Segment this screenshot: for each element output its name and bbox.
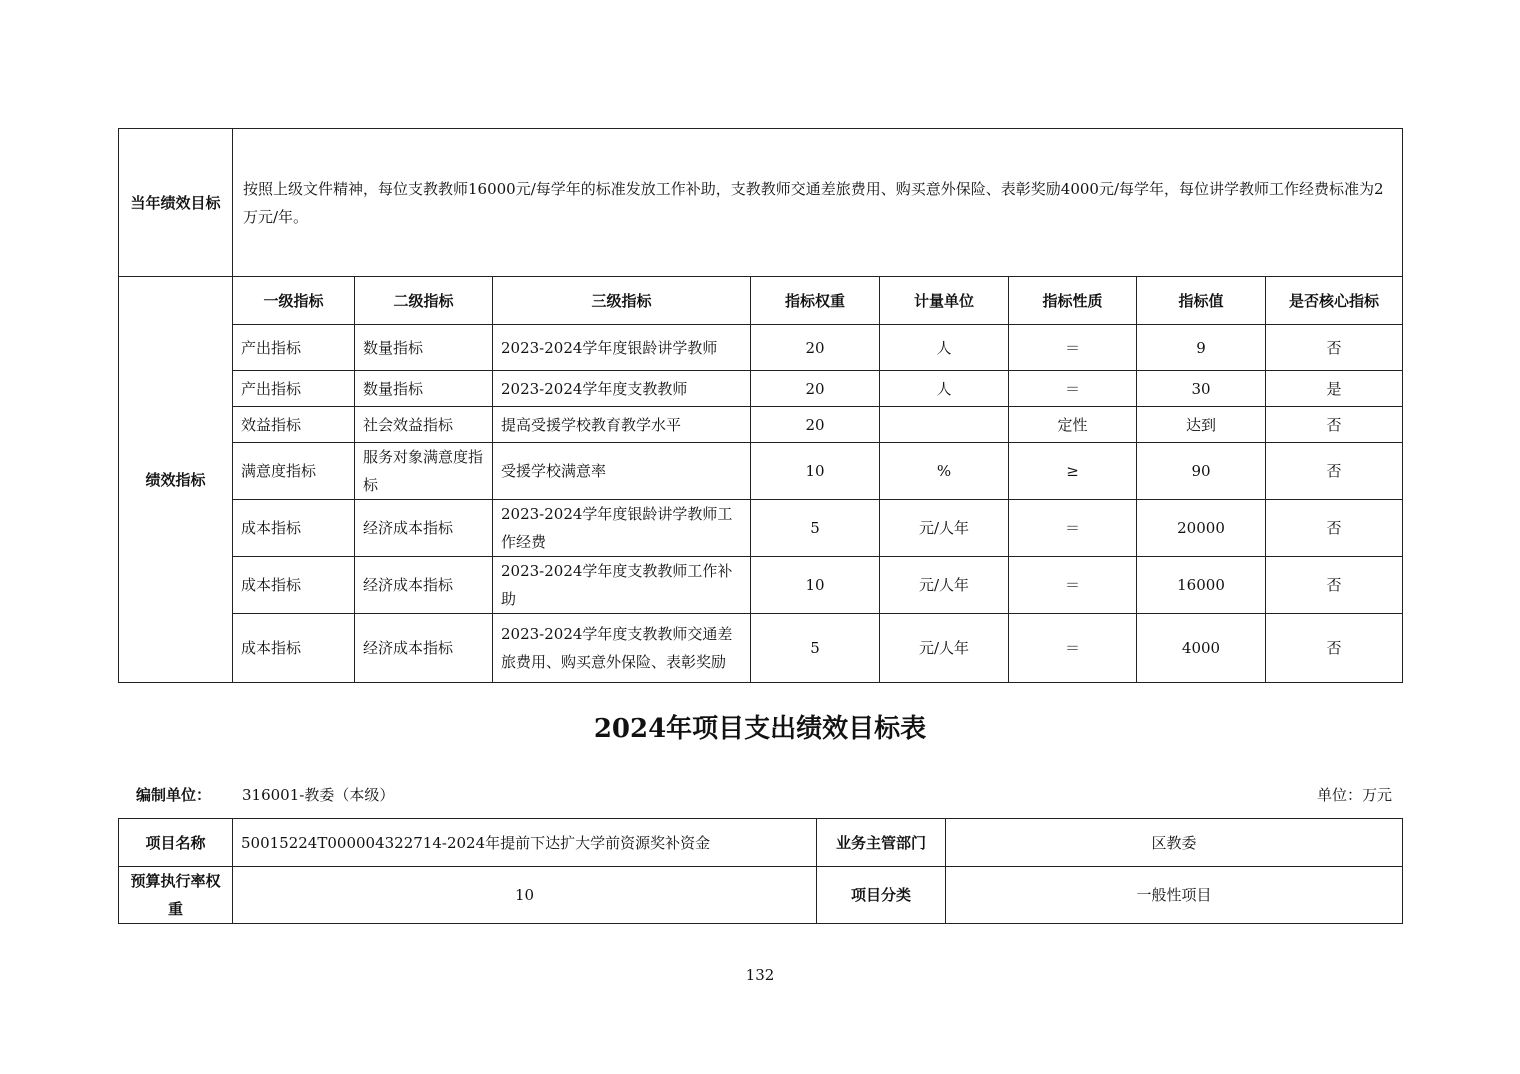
project-name-value: 50015224T000004322714-2024年提前下达扩大学前资源奖补资金 xyxy=(233,819,817,867)
cell: 20000 xyxy=(1137,500,1266,557)
cell: 2023-2024学年度银龄讲学教师工作经费 xyxy=(493,500,751,557)
cell: 满意度指标 xyxy=(233,443,355,500)
compiler-value: 316001-教委（本级） xyxy=(242,786,395,804)
cell: 元/人年 xyxy=(880,614,1009,683)
cell: ≥ xyxy=(1009,443,1137,500)
dept-value: 区教委 xyxy=(946,819,1403,867)
indicator-header-row xyxy=(119,277,1403,325)
cell: 否 xyxy=(1266,325,1403,371)
header-cell: 指标值 xyxy=(1137,277,1266,325)
cell: 2023-2024学年度银龄讲学教师 xyxy=(493,325,751,371)
cell: 产出指标 xyxy=(233,325,355,371)
cell: 成本指标 xyxy=(233,500,355,557)
cell: 经济成本指标 xyxy=(355,557,493,614)
page-title: 2024年项目支出绩效目标表 xyxy=(593,714,927,744)
cell: % xyxy=(880,443,1009,500)
cell: 元/人年 xyxy=(880,557,1009,614)
cell: 10 xyxy=(751,443,880,500)
header-cell: 二级指标 xyxy=(355,277,493,325)
cell: 效益指标 xyxy=(233,407,355,443)
cell: 20 xyxy=(751,407,880,443)
cell: 人 xyxy=(880,371,1009,407)
project-name-row xyxy=(119,819,1403,867)
cell: 5 xyxy=(751,500,880,557)
cell: 否 xyxy=(1266,614,1403,683)
table-row xyxy=(119,443,1403,500)
cell: 经济成本指标 xyxy=(355,500,493,557)
rate-value: 10 xyxy=(233,867,817,924)
cell: 否 xyxy=(1266,407,1403,443)
cell: ＝ xyxy=(1009,371,1137,407)
table-row xyxy=(119,371,1403,407)
cell: 9 xyxy=(1137,325,1266,371)
cell: 成本指标 xyxy=(233,614,355,683)
cell: 30 xyxy=(1137,371,1266,407)
cell: 2023-2024学年度支教教师 xyxy=(493,371,751,407)
cell: 提高受援学校教育教学水平 xyxy=(493,407,751,443)
cell: 人 xyxy=(880,325,1009,371)
cell: 否 xyxy=(1266,557,1403,614)
cell: 经济成本指标 xyxy=(355,614,493,683)
category-label: 项目分类 xyxy=(817,867,946,924)
cell: 定性 xyxy=(1009,407,1137,443)
cell: 2023-2024学年度支教教师交通差旅费用、购买意外保险、表彰奖励 xyxy=(493,614,751,683)
table-row xyxy=(119,557,1403,614)
header-cell: 三级指标 xyxy=(493,277,751,325)
header-cell: 计量单位 xyxy=(880,277,1009,325)
header-cell: 是否核心指标 xyxy=(1266,277,1403,325)
cell: 90 xyxy=(1137,443,1266,500)
cell: 服务对象满意度指标 xyxy=(355,443,493,500)
goal-text: 按照上级文件精神，每位支教教师16000元/每学年的标准发放工作补助，支教教师交通差旅费用、购买意外保险、表彰奖励4000元/每学年，每位讲学教师工作经费标准为2万元/年。 xyxy=(233,129,1403,277)
cell: 受援学校满意率 xyxy=(493,443,751,500)
cell: 社会效益指标 xyxy=(355,407,493,443)
cell: 数量指标 xyxy=(355,371,493,407)
cell: ＝ xyxy=(1009,557,1137,614)
cell: 20 xyxy=(751,371,880,407)
cell: 10 xyxy=(751,557,880,614)
cell: 否 xyxy=(1266,443,1403,500)
performance-table xyxy=(118,128,1403,683)
table-row xyxy=(119,500,1403,557)
cell: 数量指标 xyxy=(355,325,493,371)
cell: 5 xyxy=(751,614,880,683)
project-rate-row xyxy=(119,867,1403,924)
cell: ＝ xyxy=(1009,500,1137,557)
cell: 是 xyxy=(1266,371,1403,407)
header-cell: 指标权重 xyxy=(751,277,880,325)
project-name-label: 项目名称 xyxy=(119,819,233,867)
dept-label: 业务主管部门 xyxy=(817,819,946,867)
goal-row xyxy=(119,129,1403,277)
project-info-table xyxy=(118,818,1403,924)
page-number: 132 xyxy=(745,966,775,984)
category-value: 一般性项目 xyxy=(946,867,1403,924)
indicators-label: 绩效指标 xyxy=(119,277,233,683)
cell: 成本指标 xyxy=(233,557,355,614)
cell: ＝ xyxy=(1009,325,1137,371)
cell: 2023-2024学年度支教教师工作补助 xyxy=(493,557,751,614)
cell: ＝ xyxy=(1009,614,1137,683)
cell: 产出指标 xyxy=(233,371,355,407)
header-cell: 指标性质 xyxy=(1009,277,1137,325)
goal-label: 当年绩效目标 xyxy=(119,129,233,277)
table-row xyxy=(119,407,1403,443)
table-row xyxy=(119,614,1403,683)
rate-label: 预算执行率权重 xyxy=(119,867,233,924)
cell: 16000 xyxy=(1137,557,1266,614)
table-row xyxy=(119,325,1403,371)
cell: 4000 xyxy=(1137,614,1266,683)
cell: 达到 xyxy=(1137,407,1266,443)
cell: 否 xyxy=(1266,500,1403,557)
cell xyxy=(880,407,1009,443)
cell: 元/人年 xyxy=(880,500,1009,557)
header-cell: 一级指标 xyxy=(233,277,355,325)
cell: 20 xyxy=(751,325,880,371)
compiler-label: 编制单位： xyxy=(136,786,212,804)
money-unit: 单位：万元 xyxy=(1316,786,1392,804)
